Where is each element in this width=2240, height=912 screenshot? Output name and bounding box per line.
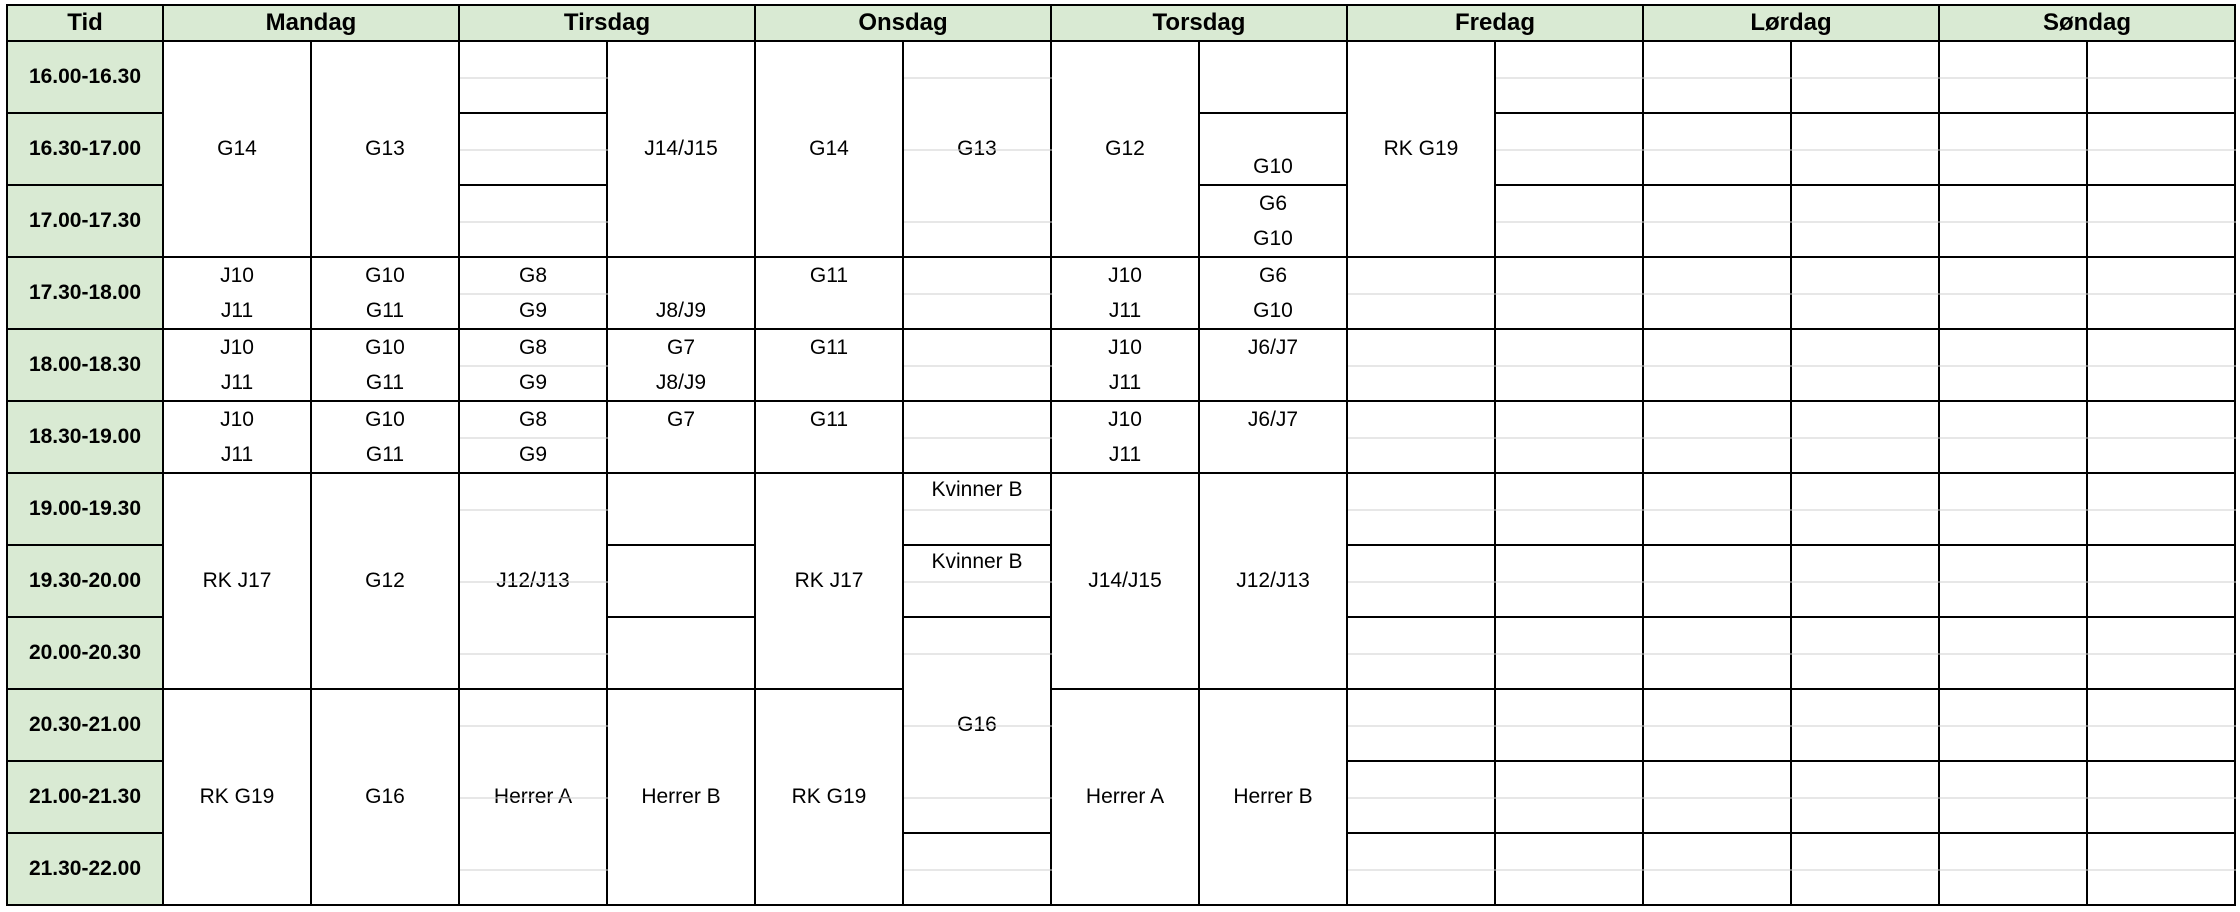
empty-cell[interactable] [608, 438, 756, 474]
session-cell[interactable]: G10 [312, 402, 460, 438]
empty-cell[interactable] [1496, 258, 1644, 330]
empty-cell[interactable] [1200, 366, 1348, 402]
session-cell[interactable]: G16 [312, 690, 460, 906]
empty-cell[interactable] [1792, 762, 1940, 834]
empty-cell[interactable] [1348, 474, 1496, 546]
empty-cell[interactable] [1644, 258, 1792, 330]
empty-cell[interactable] [1792, 402, 1940, 474]
empty-cell[interactable] [756, 366, 904, 402]
empty-cell[interactable] [1348, 258, 1496, 330]
empty-cell[interactable] [1496, 762, 1644, 834]
empty-cell[interactable] [2088, 690, 2236, 762]
time-cell[interactable]: 16.00-16.30 [6, 42, 164, 114]
header-day-torsdag[interactable]: Torsdag [1052, 4, 1348, 42]
empty-cell[interactable] [1200, 438, 1348, 474]
session-cell[interactable]: Kvinner B [904, 474, 1052, 546]
empty-cell[interactable] [1348, 834, 1496, 906]
session-cell[interactable]: J14/J15 [1052, 474, 1200, 690]
session-cell[interactable]: J12/J13 [1200, 474, 1348, 690]
session-cell[interactable]: Herrer A [460, 690, 608, 906]
empty-cell[interactable] [1940, 474, 2088, 546]
empty-cell[interactable] [1792, 114, 1940, 186]
empty-cell[interactable] [1940, 834, 2088, 906]
empty-cell[interactable] [1644, 762, 1792, 834]
empty-cell[interactable] [1940, 186, 2088, 258]
empty-cell[interactable] [1200, 42, 1348, 114]
session-cell[interactable]: J10 [1052, 330, 1200, 366]
empty-cell[interactable] [1644, 42, 1792, 114]
session-cell[interactable]: Herrer B [608, 690, 756, 906]
time-cell[interactable]: 16.30-17.00 [6, 114, 164, 186]
empty-cell[interactable] [1644, 618, 1792, 690]
time-cell[interactable]: 17.30-18.00 [6, 258, 164, 330]
empty-cell[interactable] [1792, 546, 1940, 618]
session-cell[interactable]: RK G19 [1348, 42, 1496, 258]
session-cell[interactable]: G8 [460, 330, 608, 366]
empty-cell[interactable] [756, 294, 904, 330]
empty-cell[interactable] [1348, 690, 1496, 762]
session-cell[interactable]: J11 [1052, 366, 1200, 402]
empty-cell[interactable] [904, 258, 1052, 330]
session-cell[interactable]: G12 [312, 474, 460, 690]
session-cell[interactable]: G13 [904, 42, 1052, 258]
empty-cell[interactable] [460, 42, 608, 114]
header-day-sondag[interactable]: Søndag [1940, 4, 2236, 42]
session-cell[interactable]: J10 [164, 402, 312, 438]
session-cell[interactable]: G14 [164, 42, 312, 258]
session-cell[interactable]: J14/J15 [608, 42, 756, 258]
empty-cell[interactable] [1496, 546, 1644, 618]
empty-cell[interactable] [460, 186, 608, 258]
session-cell[interactable]: G11 [756, 258, 904, 294]
empty-cell[interactable] [1792, 186, 1940, 258]
empty-cell[interactable] [1496, 474, 1644, 546]
empty-cell[interactable] [1940, 762, 2088, 834]
empty-cell[interactable] [1496, 42, 1644, 114]
session-cell[interactable]: G10 [312, 330, 460, 366]
empty-cell[interactable] [1644, 402, 1792, 474]
empty-cell[interactable] [1348, 330, 1496, 402]
empty-cell[interactable] [1496, 834, 1644, 906]
header-tid[interactable]: Tid [6, 4, 164, 42]
session-cell[interactable]: J11 [1052, 294, 1200, 330]
session-cell[interactable]: RK G19 [756, 690, 904, 906]
empty-cell[interactable] [2088, 762, 2236, 834]
session-cell[interactable]: J12/J13 [460, 474, 608, 690]
session-cell[interactable]: G10 [1200, 222, 1348, 258]
session-cell[interactable]: RK J17 [164, 474, 312, 690]
empty-cell[interactable] [1496, 618, 1644, 690]
empty-cell[interactable] [608, 546, 756, 618]
session-cell[interactable]: G10 [1200, 294, 1348, 330]
empty-cell[interactable] [904, 402, 1052, 474]
session-cell[interactable]: G8 [460, 258, 608, 294]
time-cell[interactable]: 19.00-19.30 [6, 474, 164, 546]
session-cell[interactable]: Herrer A [1052, 690, 1200, 906]
empty-cell[interactable] [1644, 690, 1792, 762]
session-cell[interactable]: J10 [1052, 402, 1200, 438]
empty-cell[interactable] [2088, 258, 2236, 330]
empty-cell[interactable] [2088, 618, 2236, 690]
session-cell[interactable]: G9 [460, 438, 608, 474]
empty-cell[interactable] [904, 330, 1052, 402]
session-cell[interactable]: G13 [312, 42, 460, 258]
empty-cell[interactable] [2088, 330, 2236, 402]
empty-cell[interactable] [2088, 834, 2236, 906]
empty-cell[interactable] [608, 474, 756, 546]
session-cell[interactable]: G6 [1200, 186, 1348, 222]
session-cell[interactable]: J10 [1052, 258, 1200, 294]
session-cell[interactable]: G9 [460, 366, 608, 402]
empty-cell[interactable] [1792, 42, 1940, 114]
empty-cell[interactable] [2088, 546, 2236, 618]
session-cell[interactable]: J10 [164, 258, 312, 294]
empty-cell[interactable] [904, 834, 1052, 906]
empty-cell[interactable] [1940, 690, 2088, 762]
empty-cell[interactable] [1496, 402, 1644, 474]
empty-cell[interactable] [1940, 546, 2088, 618]
session-cell[interactable]: G8 [460, 402, 608, 438]
session-cell[interactable]: J6/J7 [1200, 330, 1348, 366]
empty-cell[interactable] [1792, 834, 1940, 906]
empty-cell[interactable] [608, 618, 756, 690]
session-cell[interactable]: J11 [164, 294, 312, 330]
session-cell[interactable]: Herrer B [1200, 690, 1348, 906]
session-cell[interactable]: Kvinner B [904, 546, 1052, 618]
session-cell[interactable]: J11 [164, 438, 312, 474]
session-cell[interactable]: G14 [756, 42, 904, 258]
session-cell[interactable]: J10 [164, 330, 312, 366]
header-day-lordag[interactable]: Lørdag [1644, 4, 1940, 42]
empty-cell[interactable] [1348, 618, 1496, 690]
empty-cell[interactable] [1496, 690, 1644, 762]
session-cell[interactable]: G6 [1200, 258, 1348, 294]
header-day-fredag[interactable]: Fredag [1348, 4, 1644, 42]
empty-cell[interactable] [1644, 834, 1792, 906]
empty-cell[interactable] [1792, 690, 1940, 762]
session-cell[interactable]: G11 [756, 330, 904, 366]
session-cell[interactable]: RK G19 [164, 690, 312, 906]
empty-cell[interactable] [2088, 114, 2236, 186]
session-cell[interactable]: G7 [608, 402, 756, 438]
session-cell[interactable]: G16 [904, 618, 1052, 834]
session-cell[interactable]: J8/J9 [608, 366, 756, 402]
time-cell[interactable]: 17.00-17.30 [6, 186, 164, 258]
time-cell[interactable]: 20.30-21.00 [6, 690, 164, 762]
empty-cell[interactable] [2088, 474, 2236, 546]
empty-cell[interactable] [1496, 186, 1644, 258]
time-cell[interactable]: 21.00-21.30 [6, 762, 164, 834]
session-cell[interactable]: G7 [608, 330, 756, 366]
empty-cell[interactable] [1644, 114, 1792, 186]
session-cell[interactable]: G11 [756, 402, 904, 438]
empty-cell[interactable] [1348, 402, 1496, 474]
session-cell[interactable]: J11 [1052, 438, 1200, 474]
session-cell[interactable]: G11 [312, 294, 460, 330]
time-cell[interactable]: 20.00-20.30 [6, 618, 164, 690]
session-cell[interactable]: RK J17 [756, 474, 904, 690]
time-cell[interactable]: 21.30-22.00 [6, 834, 164, 906]
session-cell[interactable]: G12 [1052, 42, 1200, 258]
empty-cell[interactable] [1940, 42, 2088, 114]
empty-cell[interactable] [460, 114, 608, 186]
empty-cell[interactable] [1792, 330, 1940, 402]
empty-cell[interactable] [1644, 474, 1792, 546]
empty-cell[interactable] [756, 438, 904, 474]
empty-cell[interactable] [608, 258, 756, 294]
session-cell[interactable]: G10 [312, 258, 460, 294]
empty-cell[interactable] [2088, 186, 2236, 258]
empty-cell[interactable] [1644, 546, 1792, 618]
empty-cell[interactable] [1792, 618, 1940, 690]
session-cell[interactable]: G11 [312, 366, 460, 402]
empty-cell[interactable] [1792, 258, 1940, 330]
header-day-tirsdag[interactable]: Tirsdag [460, 4, 756, 42]
empty-cell[interactable] [1792, 474, 1940, 546]
empty-cell[interactable] [1200, 114, 1348, 150]
empty-cell[interactable] [1348, 546, 1496, 618]
empty-cell[interactable] [1348, 762, 1496, 834]
time-cell[interactable]: 18.00-18.30 [6, 330, 164, 402]
time-cell[interactable]: 19.30-20.00 [6, 546, 164, 618]
header-day-mandag[interactable]: Mandag [164, 4, 460, 42]
empty-cell[interactable] [1940, 330, 2088, 402]
session-cell[interactable]: G9 [460, 294, 608, 330]
empty-cell[interactable] [1644, 186, 1792, 258]
header-day-onsdag[interactable]: Onsdag [756, 4, 1052, 42]
session-cell[interactable]: G10 [1200, 150, 1348, 186]
session-cell[interactable]: J6/J7 [1200, 402, 1348, 438]
empty-cell[interactable] [1644, 330, 1792, 402]
empty-cell[interactable] [1496, 114, 1644, 186]
empty-cell[interactable] [1940, 402, 2088, 474]
empty-cell[interactable] [1940, 114, 2088, 186]
empty-cell[interactable] [2088, 402, 2236, 474]
session-cell[interactable]: J11 [164, 366, 312, 402]
empty-cell[interactable] [1940, 258, 2088, 330]
empty-cell[interactable] [1940, 618, 2088, 690]
session-cell[interactable]: G11 [312, 438, 460, 474]
empty-cell[interactable] [1496, 330, 1644, 402]
time-cell[interactable]: 18.30-19.00 [6, 402, 164, 474]
session-cell[interactable]: J8/J9 [608, 294, 756, 330]
empty-cell[interactable] [2088, 42, 2236, 114]
